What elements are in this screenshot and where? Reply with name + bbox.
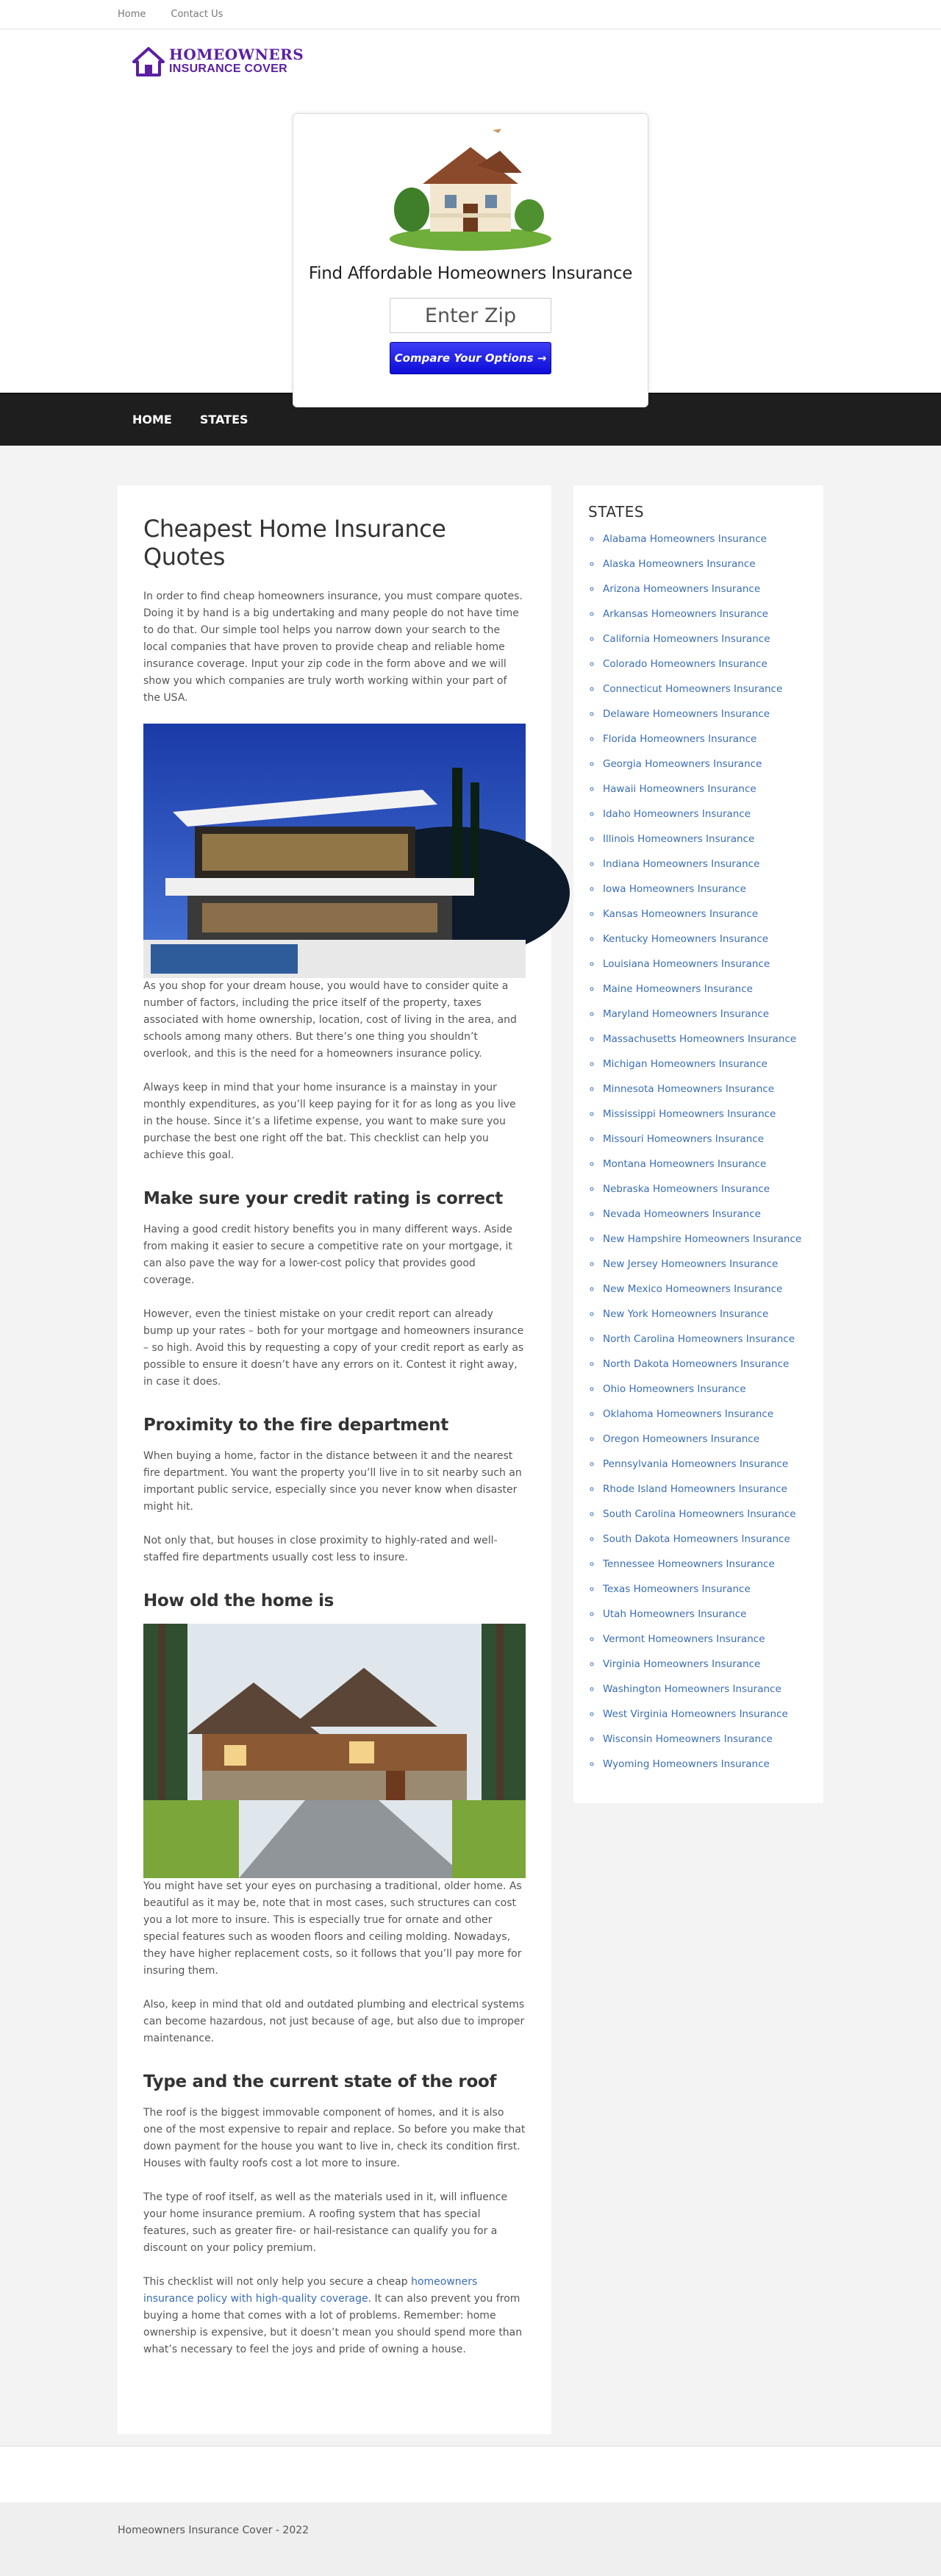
article-p9: The roof is the biggest immovable component of homes, and it is also one of the most expensive to repair and replace. So before you make that down payment for the house you want to live in, check its condition first. Houses with faulty roofs cost a lot more to insure. <box>143 2107 526 2169</box>
copyright-bar <box>0 2502 941 2576</box>
heading-old-home: How old the home is <box>143 1591 334 1610</box>
article-p6: Not only that, but houses in close proximity to highly-rated and well-staffed fire departments usually cost less to insure. <box>143 1535 498 1563</box>
state-link[interactable]: ◦ Nevada Homeowners Insurance <box>601 1202 809 1227</box>
state-link[interactable]: ◦ Minnesota Homeowners Insurance <box>601 1077 809 1102</box>
article-p4: However, even the tiniest mistake on your credit report can already bump up your rates – both for your mortgage and homeowners insurance – so high. Avoid this by requesting a copy of your credit report as early as possible to ensure it doesn’t have any errors on it. Contest it right away, in case it does. <box>143 1308 524 1388</box>
state-link[interactable]: ◦ Georgia Homeowners Insurance <box>601 752 809 777</box>
article-p8: Also, keep in mind that old and outdated plumbing and electrical systems can become hazardous, not just because of age, but also due to improper maintenance. <box>143 1999 525 2044</box>
state-link[interactable]: ◦ Idaho Homeowners Insurance <box>601 802 809 827</box>
state-link[interactable]: ◦ South Carolina Homeowners Insurance <box>601 1502 809 1527</box>
state-link[interactable]: ◦ Colorado Homeowners Insurance <box>601 652 809 677</box>
state-link[interactable]: ◦ New Mexico Homeowners Insurance <box>601 1277 809 1302</box>
state-link[interactable]: ◦ Vermont Homeowners Insurance <box>601 1627 809 1652</box>
state-link[interactable]: ◦ Montana Homeowners Insurance <box>601 1152 809 1177</box>
state-link[interactable]: ◦ Oklahoma Homeowners Insurance <box>601 1402 809 1427</box>
house-logo-icon <box>132 46 165 78</box>
top-bar <box>0 0 941 29</box>
states-sidebar <box>573 485 823 1803</box>
heading-fire: Proximity to the fire department <box>143 1416 448 1435</box>
state-link[interactable]: ◦ New York Homeowners Insurance <box>601 1302 809 1327</box>
article-p10: The type of roof itself, as well as the materials used in it, will influence your home insurance premium. A roofing system that has special features, such as greater fire- or hail-resistance can qualify you for a discount on your policy premium. <box>143 2191 508 2254</box>
state-link[interactable]: ◦ Wisconsin Homeowners Insurance <box>601 1727 809 1752</box>
article-p7: You might have set your eyes on purchasing a traditional, older home. As beautiful as it may be, note that in most cases, such structures can cost you a lot more to insure. This is especially true for ornate and other special features such as wooden floors and ceiling molding. Nowadays, they have higher replacement costs, so it follows that you’ll pay more for insuring them. <box>143 1880 522 1977</box>
state-link[interactable]: ◦ Ohio Homeowners Insurance <box>601 1377 809 1402</box>
article-p2: Always keep in mind that your home insurance is a mainstay in your monthly expenditures, as you’ll keep paying for it for as long as you live in the house. Since it’s a lifetime expense, you want to make sure you purchase the best one right off the bat. This checklist can help you achieve this goal. <box>143 1082 516 1161</box>
nav-states[interactable]: STATES <box>199 413 248 427</box>
article-p5: When buying a home, factor in the distance between it and the nearest fire department. You want the property you’ll live in to sit nearby such an important public service, especially since you never know when disaster might hit. <box>143 1450 522 1513</box>
state-link[interactable]: ◦ Maryland Homeowners Insurance <box>601 1002 809 1027</box>
hero <box>0 29 941 393</box>
article-p11-start: This checklist will not only help you secure a cheap <box>143 2276 412 2288</box>
state-link[interactable]: ◦ New Jersey Homeowners Insurance <box>601 1252 809 1277</box>
policy-link[interactable]: homeowners insurance policy with high-quality coverage <box>143 2276 478 2305</box>
logo-line2: INSURANCE COVER <box>169 63 287 75</box>
logo-line1: HOMEOWNERS <box>169 46 304 63</box>
heading-roof: Type and the current state of the roof <box>143 2072 497 2091</box>
article-p1: As you shop for your dream house, you would have to consider quite a number of factors, including the price itself of the property, taxes associated with home ownership, location, cost of living in the area, and schools among many others. But there’s one thing you shouldn’t overlook, and this is the need for a homeowners insurance policy. <box>143 980 517 1060</box>
sidebar-title: STATES <box>588 503 645 521</box>
article-title: Cheapest Home Insurance Quotes <box>143 515 446 571</box>
state-link[interactable]: ◦ Alabama Homeowners Insurance <box>601 527 809 552</box>
heading-credit: Make sure your credit rating is correct <box>143 1189 503 1208</box>
quote-form <box>293 113 648 407</box>
modern-house-image <box>143 724 526 978</box>
state-link[interactable]: ◦ Mississippi Homeowners Insurance <box>601 1102 809 1127</box>
state-link[interactable]: ◦ Missouri Homeowners Insurance <box>601 1127 809 1152</box>
state-link[interactable]: ◦ New Hampshire Homeowners Insurance <box>601 1227 809 1252</box>
state-link[interactable]: ◦ North Carolina Homeowners Insurance <box>601 1327 809 1352</box>
state-link[interactable]: ◦ Texas Homeowners Insurance <box>601 1577 809 1602</box>
state-link[interactable]: ◦ Michigan Homeowners Insurance <box>601 1052 809 1077</box>
zip-input[interactable] <box>390 298 551 333</box>
article-intro: In order to find cheap homeowners insurance, you must compare quotes. Doing it by hand is a big undertaking and many people do not have time to do that. Our simple tool helps you narrow down your search to the local companies that have proven to provide cheap and reliable home insurance coverage. Input your zip code in the form above and we will show you which companies are truly worth working within your part of the USA. <box>143 591 523 704</box>
state-link[interactable]: ◦ Nebraska Homeowners Insurance <box>601 1177 809 1202</box>
state-link[interactable]: ◦ California Homeowners Insurance <box>601 627 809 652</box>
state-link[interactable]: ◦ Utah Homeowners Insurance <box>601 1602 809 1627</box>
state-link[interactable]: ◦ Rhode Island Homeowners Insurance <box>601 1477 809 1502</box>
state-link[interactable]: ◦ Wyoming Homeowners Insurance <box>601 1752 809 1777</box>
state-link[interactable]: ◦ Louisiana Homeowners Insurance <box>601 952 809 977</box>
state-link[interactable]: ◦ Iowa Homeowners Insurance <box>601 877 809 902</box>
article <box>118 485 551 2434</box>
state-link[interactable]: ◦ Virginia Homeowners Insurance <box>601 1652 809 1677</box>
state-link[interactable]: ◦ Maine Homeowners Insurance <box>601 977 809 1002</box>
state-link[interactable]: ◦ Massachusetts Homeowners Insurance <box>601 1027 809 1052</box>
copyright-text: Homeowners Insurance Cover - 2022 <box>118 2525 310 2536</box>
state-link[interactable]: ◦ West Virginia Homeowners Insurance <box>601 1702 809 1727</box>
state-link[interactable]: ◦ Washington Homeowners Insurance <box>601 1677 809 1702</box>
article-p11-end: . It can also prevent you from buying a home that comes with a lot of problems. Remember: home ownership is expensive, but it doesn’t mean you should spend more than what’s necessary to feel the joys and pride of owning a house. <box>143 2293 523 2355</box>
state-link[interactable]: ◦ Alaska Homeowners Insurance <box>601 552 809 577</box>
compare-options-button[interactable]: Compare Your Options → <box>390 342 551 374</box>
state-link[interactable]: ◦ Indiana Homeowners Insurance <box>601 852 809 877</box>
state-link[interactable]: ◦ Oregon Homeowners Insurance <box>601 1427 809 1452</box>
state-link[interactable]: ◦ Kentucky Homeowners Insurance <box>601 927 809 952</box>
top-nav-home[interactable]: Home <box>118 9 146 20</box>
quote-title: Find Affordable Homeowners Insurance <box>308 264 633 283</box>
state-link[interactable]: ◦ Delaware Homeowners Insurance <box>601 702 809 727</box>
house-illustration <box>375 121 566 254</box>
main-area <box>0 446 941 2446</box>
states-list <box>601 527 809 1777</box>
site-logo[interactable] <box>132 46 304 78</box>
nav-home[interactable]: HOME <box>132 413 172 427</box>
state-link[interactable]: ◦ Illinois Homeowners Insurance <box>601 827 809 852</box>
top-nav <box>118 0 941 29</box>
article-p11 <box>143 2274 526 2358</box>
traditional-house-image <box>143 1624 526 1878</box>
state-link[interactable]: ◦ North Dakota Homeowners Insurance <box>601 1352 809 1377</box>
state-link[interactable]: ◦ Arkansas Homeowners Insurance <box>601 602 809 627</box>
article-p3: Having a good credit history benefits you in many different ways. Aside from making it easier to secure a competitive rate on your mortgage, it can also pave the way for a lower-cost policy that provides good coverage. <box>143 1224 512 1286</box>
state-link[interactable]: ◦ South Dakota Homeowners Insurance <box>601 1527 809 1552</box>
footer <box>0 2446 941 2502</box>
state-link[interactable]: ◦ Kansas Homeowners Insurance <box>601 902 809 927</box>
state-link[interactable]: ◦ Hawaii Homeowners Insurance <box>601 777 809 802</box>
state-link[interactable]: ◦ Connecticut Homeowners Insurance <box>601 677 809 702</box>
top-nav-contact[interactable]: Contact Us <box>171 9 223 20</box>
state-link[interactable]: ◦ Tennessee Homeowners Insurance <box>601 1552 809 1577</box>
state-link[interactable]: ◦ Arizona Homeowners Insurance <box>601 577 809 602</box>
state-link[interactable]: ◦ Florida Homeowners Insurance <box>601 727 809 752</box>
state-link[interactable]: ◦ Pennsylvania Homeowners Insurance <box>601 1452 809 1477</box>
